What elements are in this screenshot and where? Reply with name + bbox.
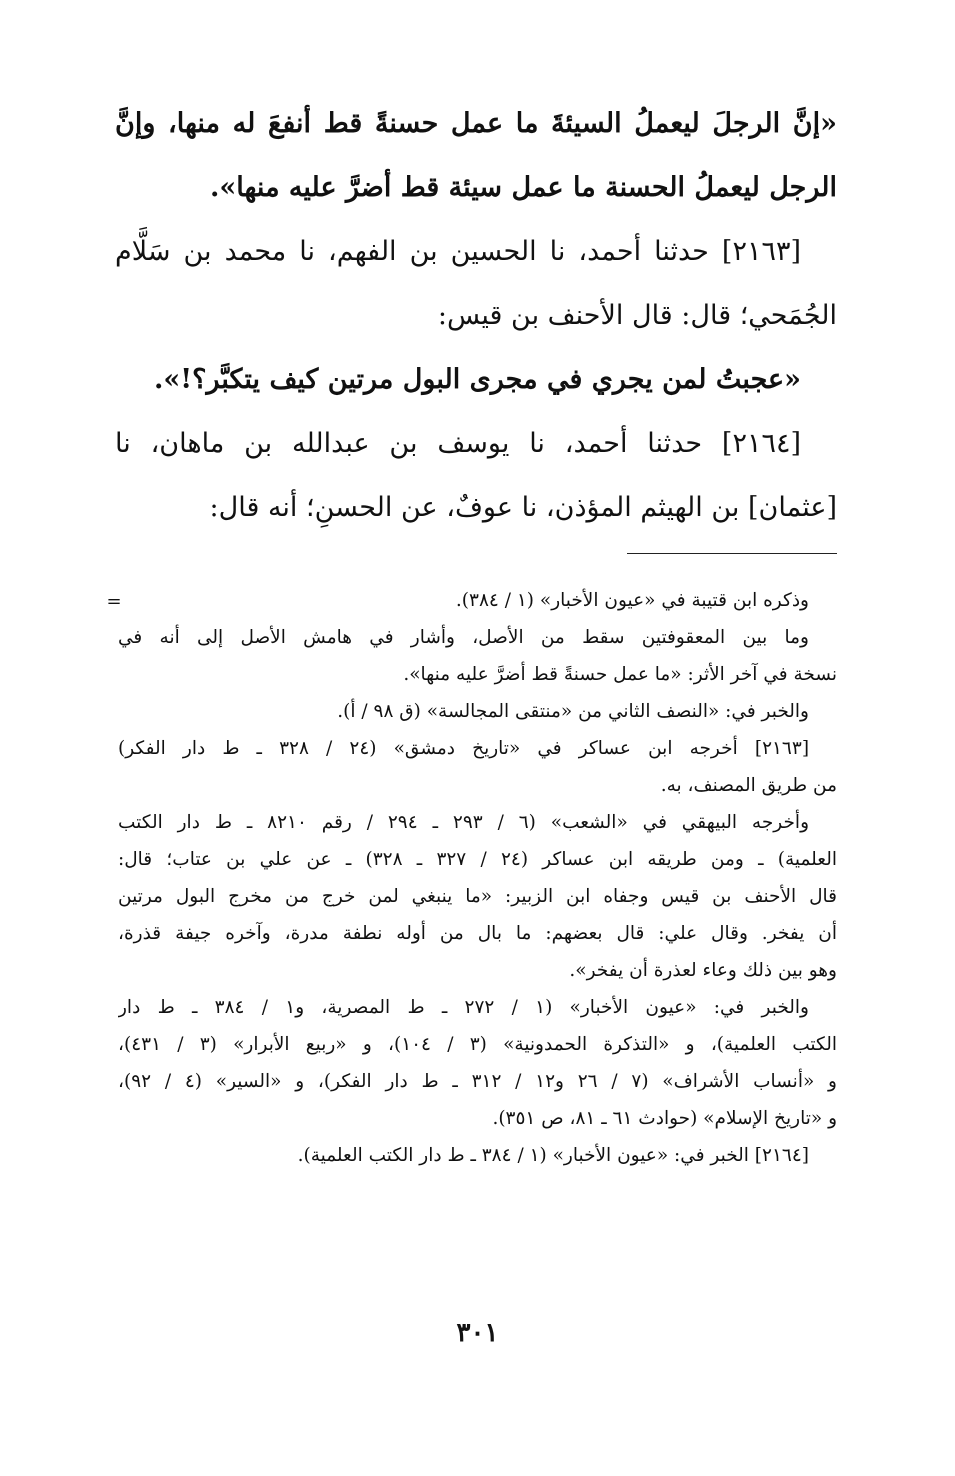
page-number: ٣٠١ <box>456 1318 499 1348</box>
footnote-line: الكتب العلمية)، و «التذكرة الحمدونية» (٣ / ١٠٤)، و «ربيع الأبرار» (٣ / ٤٣١)، <box>118 1034 837 1055</box>
footnote-line: وهو بين ذلك وعاء لعذرة أن يفخر». <box>569 960 837 981</box>
quote-1-line-1: «إنَّ الرجلَ ليعملُ السيئةَ ما عمل حسنةً قط أنفعَ له منها، وإنَّ <box>115 108 837 139</box>
footnote-line: والخبر في: «النصف الثاني من «منتقى المجالسة» (ق ٩٨ / أ). <box>337 701 809 722</box>
footnote-separator <box>627 553 837 554</box>
footnote-line: و «أنساب الأشراف» (٧ / ٢٦ و١٢ / ٣١٢ ـ ط دار الفكر)، و «السير» (٤ / ٩٢)، <box>118 1071 837 1092</box>
footnote-line: [٢١٦٤] الخبر في: «عيون الأخبار» (١ / ٣٨٤ ـ ط دار الكتب العلمية). <box>297 1145 809 1166</box>
footnote-line: قال الأحنف بن قيس وجفاه ابن الزبير: «ما ينبغي لمن خرج من مخرج البول مرتين <box>118 886 837 907</box>
footnote-line: وأخرجه البيهقي في «الشعب» (٦ / ٢٩٣ ـ ٢٩٤ / رقم ٨٢١٠ ـ ط دار الكتب <box>118 812 810 833</box>
quote-2: «عجبتُ لمن يجري في مجرى البول مرتين كيف يتكبَّر؟!». <box>153 364 801 395</box>
footnote-continuation-mark: = <box>106 591 122 612</box>
footnote-line: وما بين المعقوفتين سقط من الأصل، وأشار في هامش الأصل إلى أنه في <box>118 627 809 648</box>
footnote-line: والخبر في: «عيون الأخبار» (١ / ٢٧٢ ـ ط المصرية، و١ / ٣٨٤ ـ ط دار <box>118 997 809 1018</box>
footnote-line: و «تاريخ الإسلام» (حوادث ٦١ ـ ٨١، ص ٣٥١). <box>492 1108 837 1129</box>
footnote-line: أن يفخر. وقال علي: قال بعضهم: ما بال من أوله نطفة مدرة، وآخره جيفة قذرة، <box>118 923 837 944</box>
report-2163-line-2: الجُمَحي؛ قال: قال الأحنف بن قيس: <box>437 300 837 331</box>
report-2164-line-1: [٢١٦٤] حدثنا أحمد، نا يوسف بن عبدالله بن ماهان، نا <box>115 428 801 459</box>
report-2164-line-2: [عثمان] بن الهيثم المؤذن، نا عوفٌ، عن الحسنِ؛ أنه قال: <box>209 492 837 523</box>
footnote-line: [٢١٦٣] أخرجه ابن عساكر في «تاريخ دمشق» (٢٤ / ٣٢٨ ـ ط دار الفكر) <box>118 738 810 759</box>
footnote-line: وذكره ابن قتيبة في «عيون الأخبار» (١ / ٣٨٤). <box>455 590 809 611</box>
footnote-line: من طريق المصنف، به. <box>660 775 837 796</box>
footnotes <box>118 582 837 1174</box>
footnote-line: نسخة في آخر الأثر: «ما عمل حسنةً قط أضرَّ عليه منها». <box>403 664 837 685</box>
report-2163-line-1: [٢١٦٣] حدثنا أحمد، نا الحسين بن الفهم، نا محمد بن سَلَّام <box>115 236 801 267</box>
main-text <box>115 92 837 540</box>
quote-1-line-2: الرجل ليعملُ الحسنة ما عمل سيئة قط أضرَّ عليه منها». <box>209 172 837 203</box>
footnote-line: العلمية) ـ ومن طريقه ابن عساكر (٢٤ / ٣٢٧ ـ ٣٢٨) ـ عن علي بن عتاب؛ قال: <box>118 849 837 870</box>
